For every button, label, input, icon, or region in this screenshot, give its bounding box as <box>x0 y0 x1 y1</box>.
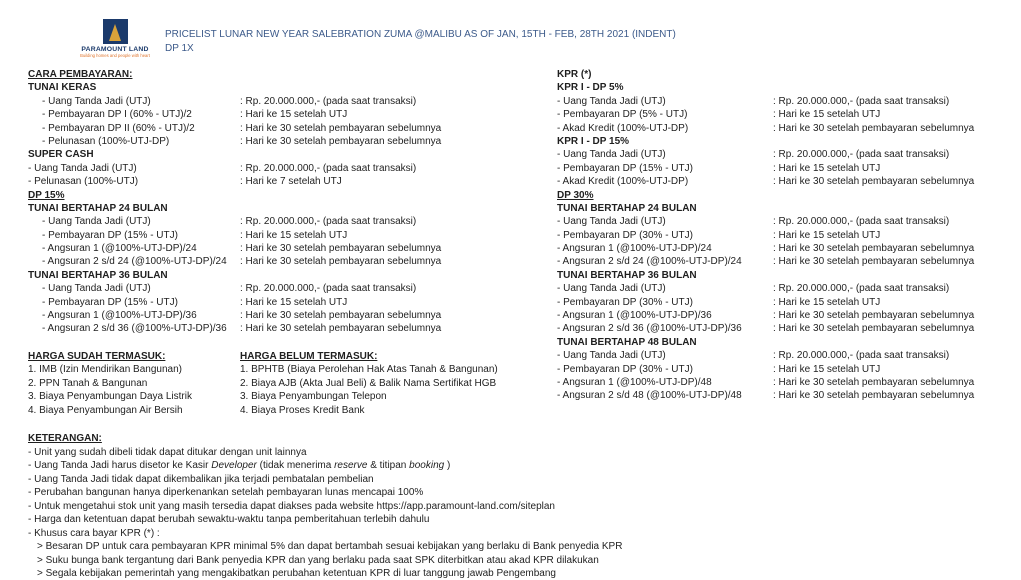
note-line <box>28 540 622 554</box>
payment-row <box>28 215 548 228</box>
payment-methods-column-right <box>557 68 1019 403</box>
logo-company-name: PARAMOUNT LAND <box>81 46 149 53</box>
excluded-heading: HARGA BELUM TERMASUK: <box>240 351 378 362</box>
payment-item-value: : Hari ke 30 setelah pembayaran sebelumnya <box>240 243 442 255</box>
paramount-land-logo <box>80 19 150 58</box>
payment-row <box>28 122 548 135</box>
section-title: TUNAI BERTAHAP 48 BULAN <box>557 336 697 348</box>
section-title: DP 30% <box>557 189 594 201</box>
payment-row <box>557 322 1019 335</box>
section-title: KPR (*) <box>557 69 592 80</box>
payment-item-label: - Pelunasan (100%-UTJ-DP) <box>42 135 170 147</box>
note-text-segment: > Besaran DP untuk cara pembayaran KPR minimal 5% dan dapat bertambah sesuai kebijakan yang berlaku di Bank penyedia KPR <box>37 541 623 552</box>
note-text-segment: & titipan <box>367 460 410 471</box>
payment-item-label: - Angsuran 2 s/d 48 (@100%-UTJ-DP)/48 <box>557 390 742 402</box>
included-item: 3. Biaya Penyambungan Daya Listrik <box>28 391 192 403</box>
payment-item-label: - Pembayaran DP (15% - UTJ) <box>557 162 693 174</box>
payment-item-value: : Hari ke 30 setelah pembayaran sebelumnya <box>773 390 975 402</box>
lists-item-row <box>28 363 548 376</box>
note-text-segment: booking <box>409 460 445 471</box>
section-title: TUNAI KERAS <box>28 82 97 94</box>
payment-row <box>28 242 548 255</box>
payment-row <box>557 349 1019 362</box>
payment-item-value: : Hari ke 15 setelah UTJ <box>240 109 348 121</box>
note-line <box>28 446 622 460</box>
payment-item-value: : Rp. 20.000.000,- (pada saat transaksi) <box>240 95 417 107</box>
section-title: DP 15% <box>28 189 65 201</box>
payment-item-label: - Uang Tanda Jadi (UTJ) <box>42 95 151 107</box>
payment-item-label: - Pelunasan (100%-UTJ) <box>28 176 139 188</box>
note-text-segment: - Untuk mengetahui stok unit yang masih tersedia dapat diakses pada website https://app.paramount-land.com/siteplan <box>28 500 555 512</box>
note-line <box>28 554 622 568</box>
payment-row <box>28 282 548 295</box>
payment-row <box>28 255 548 268</box>
payment-item-value: : Hari ke 30 setelah pembayaran sebelumnya <box>773 176 975 188</box>
payment-item-label: - Pembayaran DP II (60% - UTJ)/2 <box>42 122 195 134</box>
payment-item-value: : Hari ke 15 setelah UTJ <box>773 363 881 375</box>
payment-item-value: : Hari ke 30 setelah pembayaran sebelumnya <box>773 122 975 134</box>
payment-item-label: - Angsuran 1 (@100%-UTJ-DP)/24 <box>557 243 712 255</box>
note-line <box>28 459 622 473</box>
payment-item-label: - Akad Kredit (100%-UTJ-DP) <box>557 176 689 188</box>
excluded-item: 4. Biaya Proses Kredit Bank <box>240 404 365 416</box>
document-title-line2: DP 1X <box>165 43 194 54</box>
payment-row <box>28 95 548 108</box>
building-icon <box>103 19 128 44</box>
note-text-segment: - Unit yang sudah dibeli tidak dapat ditukar dengan unit lainnya <box>28 446 307 458</box>
payment-item-label: - Angsuran 2 s/d 24 (@100%-UTJ-DP)/24 <box>557 256 742 268</box>
payment-item-label: - Pembayaran DP (30% - UTJ) <box>557 296 693 308</box>
payment-item-value: : Hari ke 15 setelah UTJ <box>773 229 881 241</box>
section-title: TUNAI BERTAHAP 24 BULAN <box>557 202 697 214</box>
notes-section <box>28 432 622 580</box>
payment-item-label: - Pembayaran DP (15% - UTJ) <box>42 296 178 308</box>
payment-methods-column-left <box>28 68 548 336</box>
payment-item-value: : Rp. 20.000.000,- (pada saat transaksi) <box>240 216 417 228</box>
payment-item-value: : Hari ke 7 setelah UTJ <box>240 176 342 188</box>
lists-header-row <box>28 350 548 363</box>
note-text-segment: - Perubahan bangunan hanya diperkenankan setelah pembayaran lunas mencapai 100% <box>28 487 424 498</box>
payment-row <box>557 282 1019 295</box>
payment-item-value: : Hari ke 15 setelah UTJ <box>240 296 348 308</box>
payment-item-label: - Angsuran 2 s/d 36 (@100%-UTJ-DP)/36 <box>42 323 227 335</box>
payment-item-label: - Uang Tanda Jadi (UTJ) <box>557 350 666 362</box>
payment-item-value: : Rp. 20.000.000,- (pada saat transaksi) <box>773 350 950 362</box>
payment-item-label: - Angsuran 1 (@100%-UTJ-DP)/24 <box>42 243 197 255</box>
payment-item-value: : Rp. 20.000.000,- (pada saat transaksi) <box>773 216 950 228</box>
payment-item-label: - Uang Tanda Jadi (UTJ) <box>557 149 666 161</box>
payment-item-label: - Uang Tanda Jadi (UTJ) <box>28 162 137 174</box>
payment-item-value: : Hari ke 15 setelah UTJ <box>240 229 348 241</box>
payment-row <box>557 309 1019 322</box>
note-text-segment: - Harga dan ketentuan dapat berubah sewaktu-waktu tanpa pemberitahuan terlebih dahulu <box>28 514 430 525</box>
payment-item-label: - Akad Kredit (100%-UTJ-DP) <box>557 122 689 134</box>
note-text-segment: - Uang Tanda Jadi tidak dapat dikembalikan jika terjadi pembatalan pembelian <box>28 473 374 485</box>
section-title: TUNAI BERTAHAP 36 BULAN <box>557 269 697 281</box>
lists-body <box>28 363 548 417</box>
excluded-item: 3. Biaya Penyambungan Telepon <box>240 391 387 403</box>
payment-row <box>557 389 1019 402</box>
payment-item-value: : Hari ke 30 setelah pembayaran sebelumnya <box>240 256 442 268</box>
notes-heading: KETERANGAN: <box>28 433 102 444</box>
section-title: TUNAI BERTAHAP 36 BULAN <box>28 269 168 281</box>
payment-row <box>557 162 1019 175</box>
payment-row <box>28 309 548 322</box>
payment-item-value: : Hari ke 30 setelah pembayaran sebelumnya <box>773 323 975 335</box>
note-text-segment: reserve <box>334 460 368 471</box>
payment-item-value: : Rp. 20.000.000,- (pada saat transaksi) <box>773 283 950 295</box>
payment-row <box>557 242 1019 255</box>
payment-item-value: : Hari ke 30 setelah pembayaran sebelumnya <box>773 310 975 322</box>
payment-item-label: - Pembayaran DP (30% - UTJ) <box>557 363 693 375</box>
section-title: KPR I - DP 5% <box>557 82 624 94</box>
note-line <box>28 500 622 514</box>
payment-item-label: - Pembayaran DP (15% - UTJ) <box>42 229 178 241</box>
excluded-item: 1. BPHTB (Biaya Perolehan Hak Atas Tanah & Bangunan) <box>240 364 498 376</box>
payment-item-label: - Uang Tanda Jadi (UTJ) <box>42 216 151 228</box>
tower-shape-icon <box>109 24 121 41</box>
payment-row <box>557 175 1019 188</box>
payment-item-value: : Rp. 20.000.000,- (pada saat transaksi) <box>240 162 417 174</box>
payment-item-value: : Rp. 20.000.000,- (pada saat transaksi) <box>240 283 417 295</box>
payment-row <box>557 108 1019 121</box>
payment-item-value: : Hari ke 15 setelah UTJ <box>773 162 881 174</box>
payment-item-label: - Pembayaran DP (5% - UTJ) <box>557 109 688 121</box>
payment-row <box>28 322 548 335</box>
note-text-segment: - Uang Tanda Jadi harus disetor ke Kasir <box>28 460 212 471</box>
note-line <box>28 473 622 487</box>
section-title: KPR I - DP 15% <box>557 135 630 147</box>
payment-item-value: : Hari ke 30 setelah pembayaran sebelumnya <box>773 256 975 268</box>
included-item: 1. IMB (Izin Mendirikan Bangunan) <box>28 364 182 376</box>
included-heading: HARGA SUDAH TERMASUK: <box>28 351 166 362</box>
payment-row <box>28 229 548 242</box>
payment-row <box>557 95 1019 108</box>
payment-row <box>557 363 1019 376</box>
section-title: SUPER CASH <box>28 149 94 161</box>
document-title <box>165 28 676 56</box>
payment-item-value: : Hari ke 30 setelah pembayaran sebelumnya <box>773 243 975 255</box>
payment-item-value: : Hari ke 30 setelah pembayaran sebelumnya <box>240 310 442 322</box>
lists-item-row <box>28 377 548 390</box>
note-line <box>28 567 622 580</box>
payment-item-label: - Angsuran 1 (@100%-UTJ-DP)/36 <box>557 310 712 322</box>
payment-item-value: : Rp. 20.000.000,- (pada saat transaksi) <box>773 149 950 161</box>
payment-row <box>557 255 1019 268</box>
payment-item-value: : Rp. 20.000.000,- (pada saat transaksi) <box>773 95 950 107</box>
payment-row <box>28 162 548 175</box>
payment-row <box>28 296 548 309</box>
note-text-segment: (tidak menerima <box>256 460 335 471</box>
document-title-line1: PRICELIST LUNAR NEW YEAR SALEBRATION ZUMA @MALIBU AS OF JAN, 15TH - FEB, 28TH 2021 (INDENT) <box>165 29 676 40</box>
payment-row <box>28 135 548 148</box>
payment-item-value: : Hari ke 15 setelah UTJ <box>773 296 881 308</box>
note-text-segment: - Khusus cara bayar KPR (*) : <box>28 527 160 539</box>
payment-item-value: : Hari ke 15 setelah UTJ <box>773 109 881 121</box>
payment-item-label: - Pembayaran DP I (60% - UTJ)/2 <box>42 109 192 121</box>
payment-item-value: : Hari ke 30 setelah pembayaran sebelumnya <box>240 135 442 147</box>
included-item: 2. PPN Tanah & Bangunan <box>28 377 148 389</box>
payment-item-label: - Uang Tanda Jadi (UTJ) <box>42 283 151 295</box>
note-line <box>28 513 622 527</box>
section-title: CARA PEMBAYARAN: <box>28 69 133 80</box>
payment-item-label: - Angsuran 2 s/d 36 (@100%-UTJ-DP)/36 <box>557 323 742 335</box>
payment-item-value: : Hari ke 30 setelah pembayaran sebelumnya <box>240 323 442 335</box>
logo-tagline: Building homes and people with heart <box>80 53 150 58</box>
payment-item-label: - Angsuran 1 (@100%-UTJ-DP)/48 <box>557 376 712 388</box>
note-line <box>28 486 622 500</box>
payment-row <box>557 148 1019 161</box>
payment-row <box>557 122 1019 135</box>
lists-item-row <box>28 404 548 417</box>
note-line <box>28 527 622 541</box>
payment-row <box>557 229 1019 242</box>
included-item: 4. Biaya Penyambungan Air Bersih <box>28 404 183 416</box>
price-inclusion-lists <box>28 350 548 417</box>
section-title: TUNAI BERTAHAP 24 BULAN <box>28 202 168 214</box>
note-text-segment: > Suku bunga bank tergantung dari Bank penyedia KPR dan yang berlaku pada saat SPK diterbitkan atau akad KPR dilakukan <box>37 554 599 566</box>
payment-item-value: : Hari ke 30 setelah pembayaran sebelumnya <box>773 376 975 388</box>
payment-row <box>557 376 1019 389</box>
payment-item-value: : Hari ke 30 setelah pembayaran sebelumnya <box>240 122 442 134</box>
payment-item-label: - Angsuran 2 s/d 24 (@100%-UTJ-DP)/24 <box>42 256 227 268</box>
payment-item-label: - Uang Tanda Jadi (UTJ) <box>557 95 666 107</box>
note-text-segment: Developer <box>211 460 257 471</box>
note-text-segment: > Segala kebijakan pemerintah yang mengakibatkan perubahan ketentuan KPR di luar tanggung jawab Pengembang <box>37 568 556 579</box>
payment-item-label: - Angsuran 1 (@100%-UTJ-DP)/36 <box>42 310 197 322</box>
payment-row <box>28 175 548 188</box>
payment-row <box>557 296 1019 309</box>
excluded-item: 2. Biaya AJB (Akta Jual Beli) & Balik Nama Sertifikat HGB <box>240 377 497 389</box>
payment-row <box>557 215 1019 228</box>
payment-item-label: - Pembayaran DP (30% - UTJ) <box>557 229 693 241</box>
payment-row <box>28 108 548 121</box>
payment-item-label: - Uang Tanda Jadi (UTJ) <box>557 216 666 228</box>
notes-body <box>28 446 622 580</box>
lists-item-row <box>28 390 548 403</box>
note-text-segment: ) <box>444 460 451 471</box>
payment-item-label: - Uang Tanda Jadi (UTJ) <box>557 283 666 295</box>
